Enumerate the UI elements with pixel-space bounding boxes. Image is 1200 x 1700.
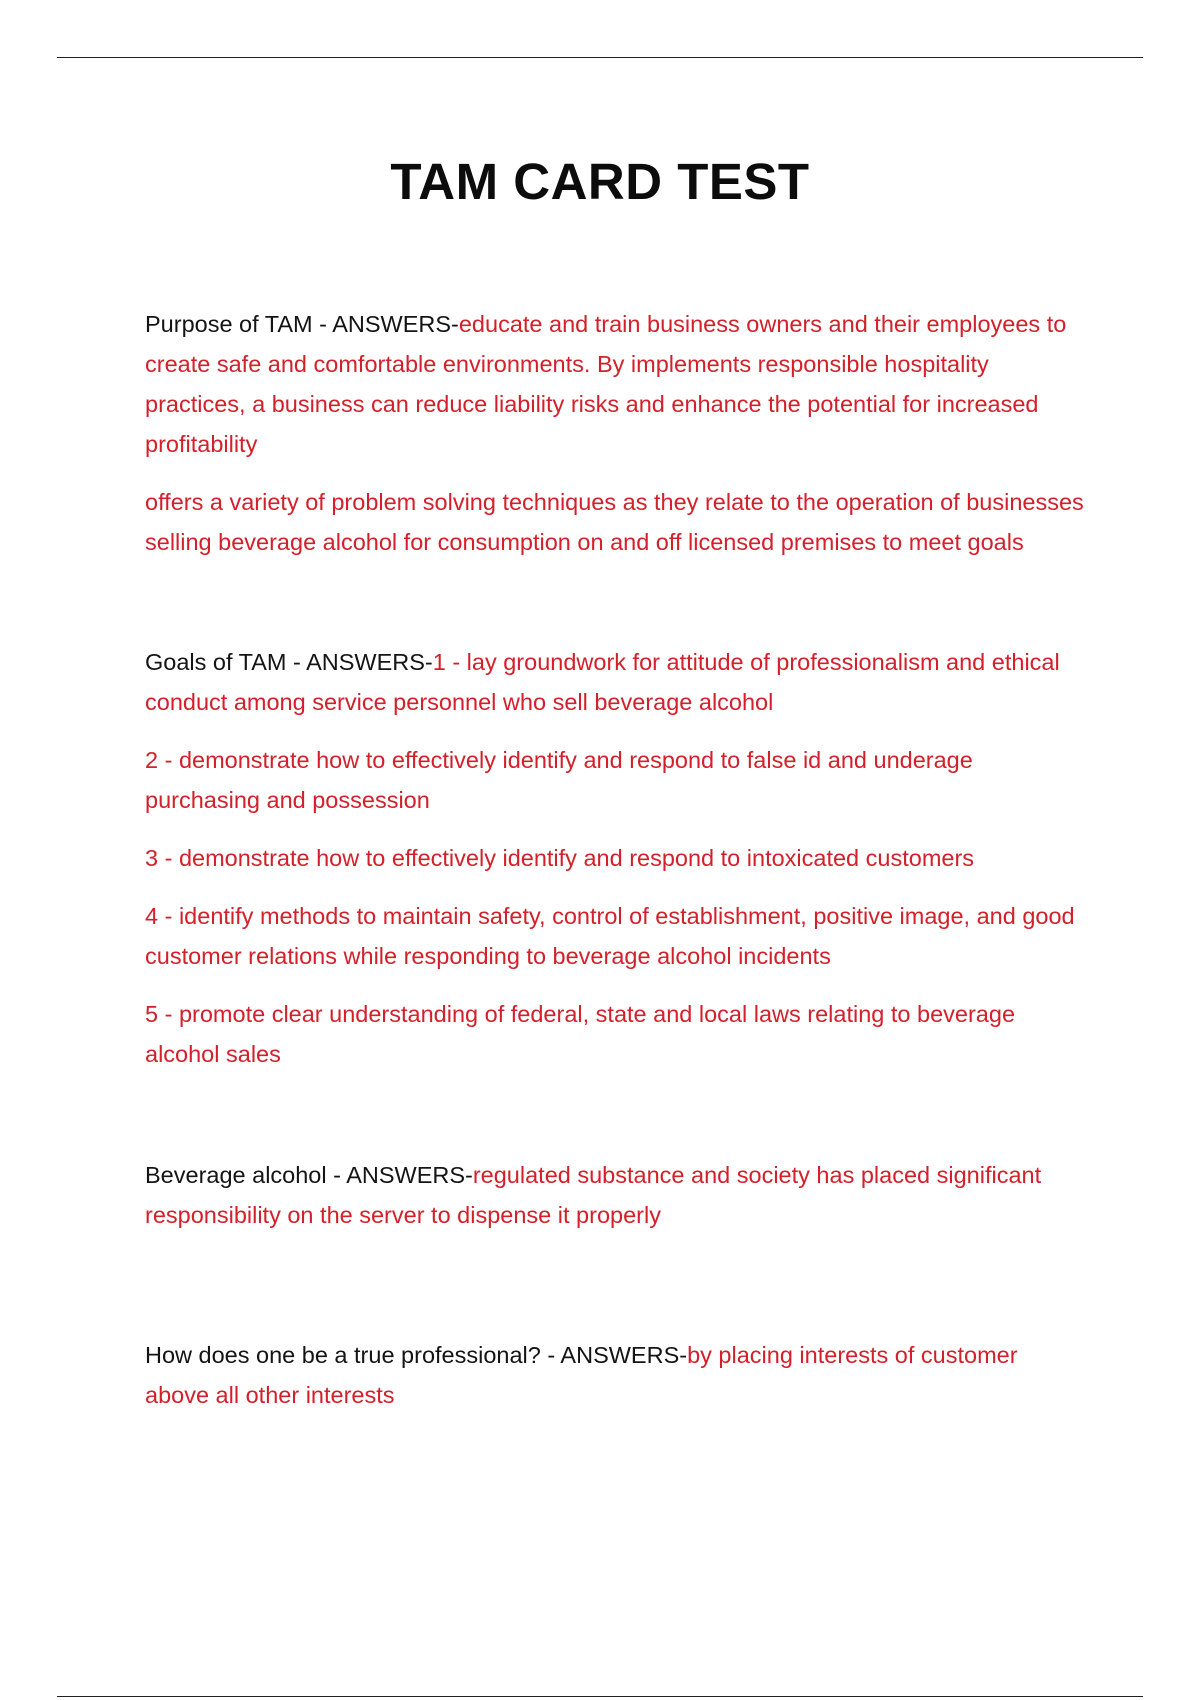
card-answer: 4 - identify methods to maintain safety, control of establishment, positive image, and good customer relations while responding to beverage alcohol incidents: [145, 903, 1075, 969]
card-spacer: [145, 580, 1085, 642]
top-rule: [57, 57, 1143, 58]
flashcard-paragraph: [145, 304, 1085, 464]
flashcard-paragraph: [145, 838, 1085, 878]
flashcard-goals-of-tam: [145, 642, 1085, 1074]
flashcard-paragraph: [145, 1155, 1085, 1235]
card-answer: 2 - demonstrate how to effectively identify and respond to false id and underage purchasing and possession: [145, 747, 973, 813]
flashcard-beverage-alcohol: [145, 1155, 1085, 1235]
card-spacer: [145, 1253, 1085, 1335]
card-answer: 3 - demonstrate how to effectively identify and respond to intoxicated customers: [145, 845, 975, 871]
flashcard-paragraph: [145, 482, 1085, 562]
flashcard-paragraph: [145, 740, 1085, 820]
card-answer: offers a variety of problem solving techniques as they relate to the operation of businesses selling beverage alcohol for consumption on and off licensed premises to meet goals: [145, 489, 1084, 555]
card-answer: educate and train business owners and their employees to create safe and comfortable environments. By implements responsible hospitality practices, a business can reduce liability risks and enhance the potential for increased profitability: [145, 311, 1067, 457]
flashcard-paragraph: [145, 896, 1085, 976]
card-spacer: [145, 1092, 1085, 1155]
flashcard-paragraph: [145, 642, 1085, 722]
flashcard-paragraph: [145, 994, 1085, 1074]
card-answer: by placing interests of customer above all other interests: [145, 1342, 1018, 1408]
document-title: TAM CARD TEST: [390, 153, 810, 210]
card-answer: 1 - lay groundwork for attitude of professionalism and ethical conduct among service personnel who sell beverage alcohol: [145, 649, 1060, 715]
answers-separator: - ANSWERS-: [326, 1162, 473, 1188]
answers-separator: - ANSWERS-: [312, 311, 459, 337]
card-answer: regulated substance and society has placed significant responsibility on the server to dispense it properly: [145, 1162, 1042, 1228]
flashcard-true-professional: [145, 1335, 1085, 1415]
card-question: Beverage alcohol: [145, 1162, 327, 1188]
bottom-rule: [57, 1696, 1143, 1697]
flashcard-list: [145, 304, 1085, 1433]
card-question: How does one be a true professional?: [145, 1342, 541, 1368]
card-question: Purpose of TAM: [145, 311, 313, 337]
flashcard-purpose-of-tam: [145, 304, 1085, 562]
answers-separator: - ANSWERS-: [286, 649, 433, 675]
flashcard-paragraph: [145, 1335, 1085, 1415]
card-question: Goals of TAM: [145, 649, 287, 675]
answers-separator: - ANSWERS-: [540, 1342, 688, 1368]
card-answer: 5 - promote clear understanding of federal, state and local laws relating to beverage alcohol sales: [145, 1001, 1016, 1067]
